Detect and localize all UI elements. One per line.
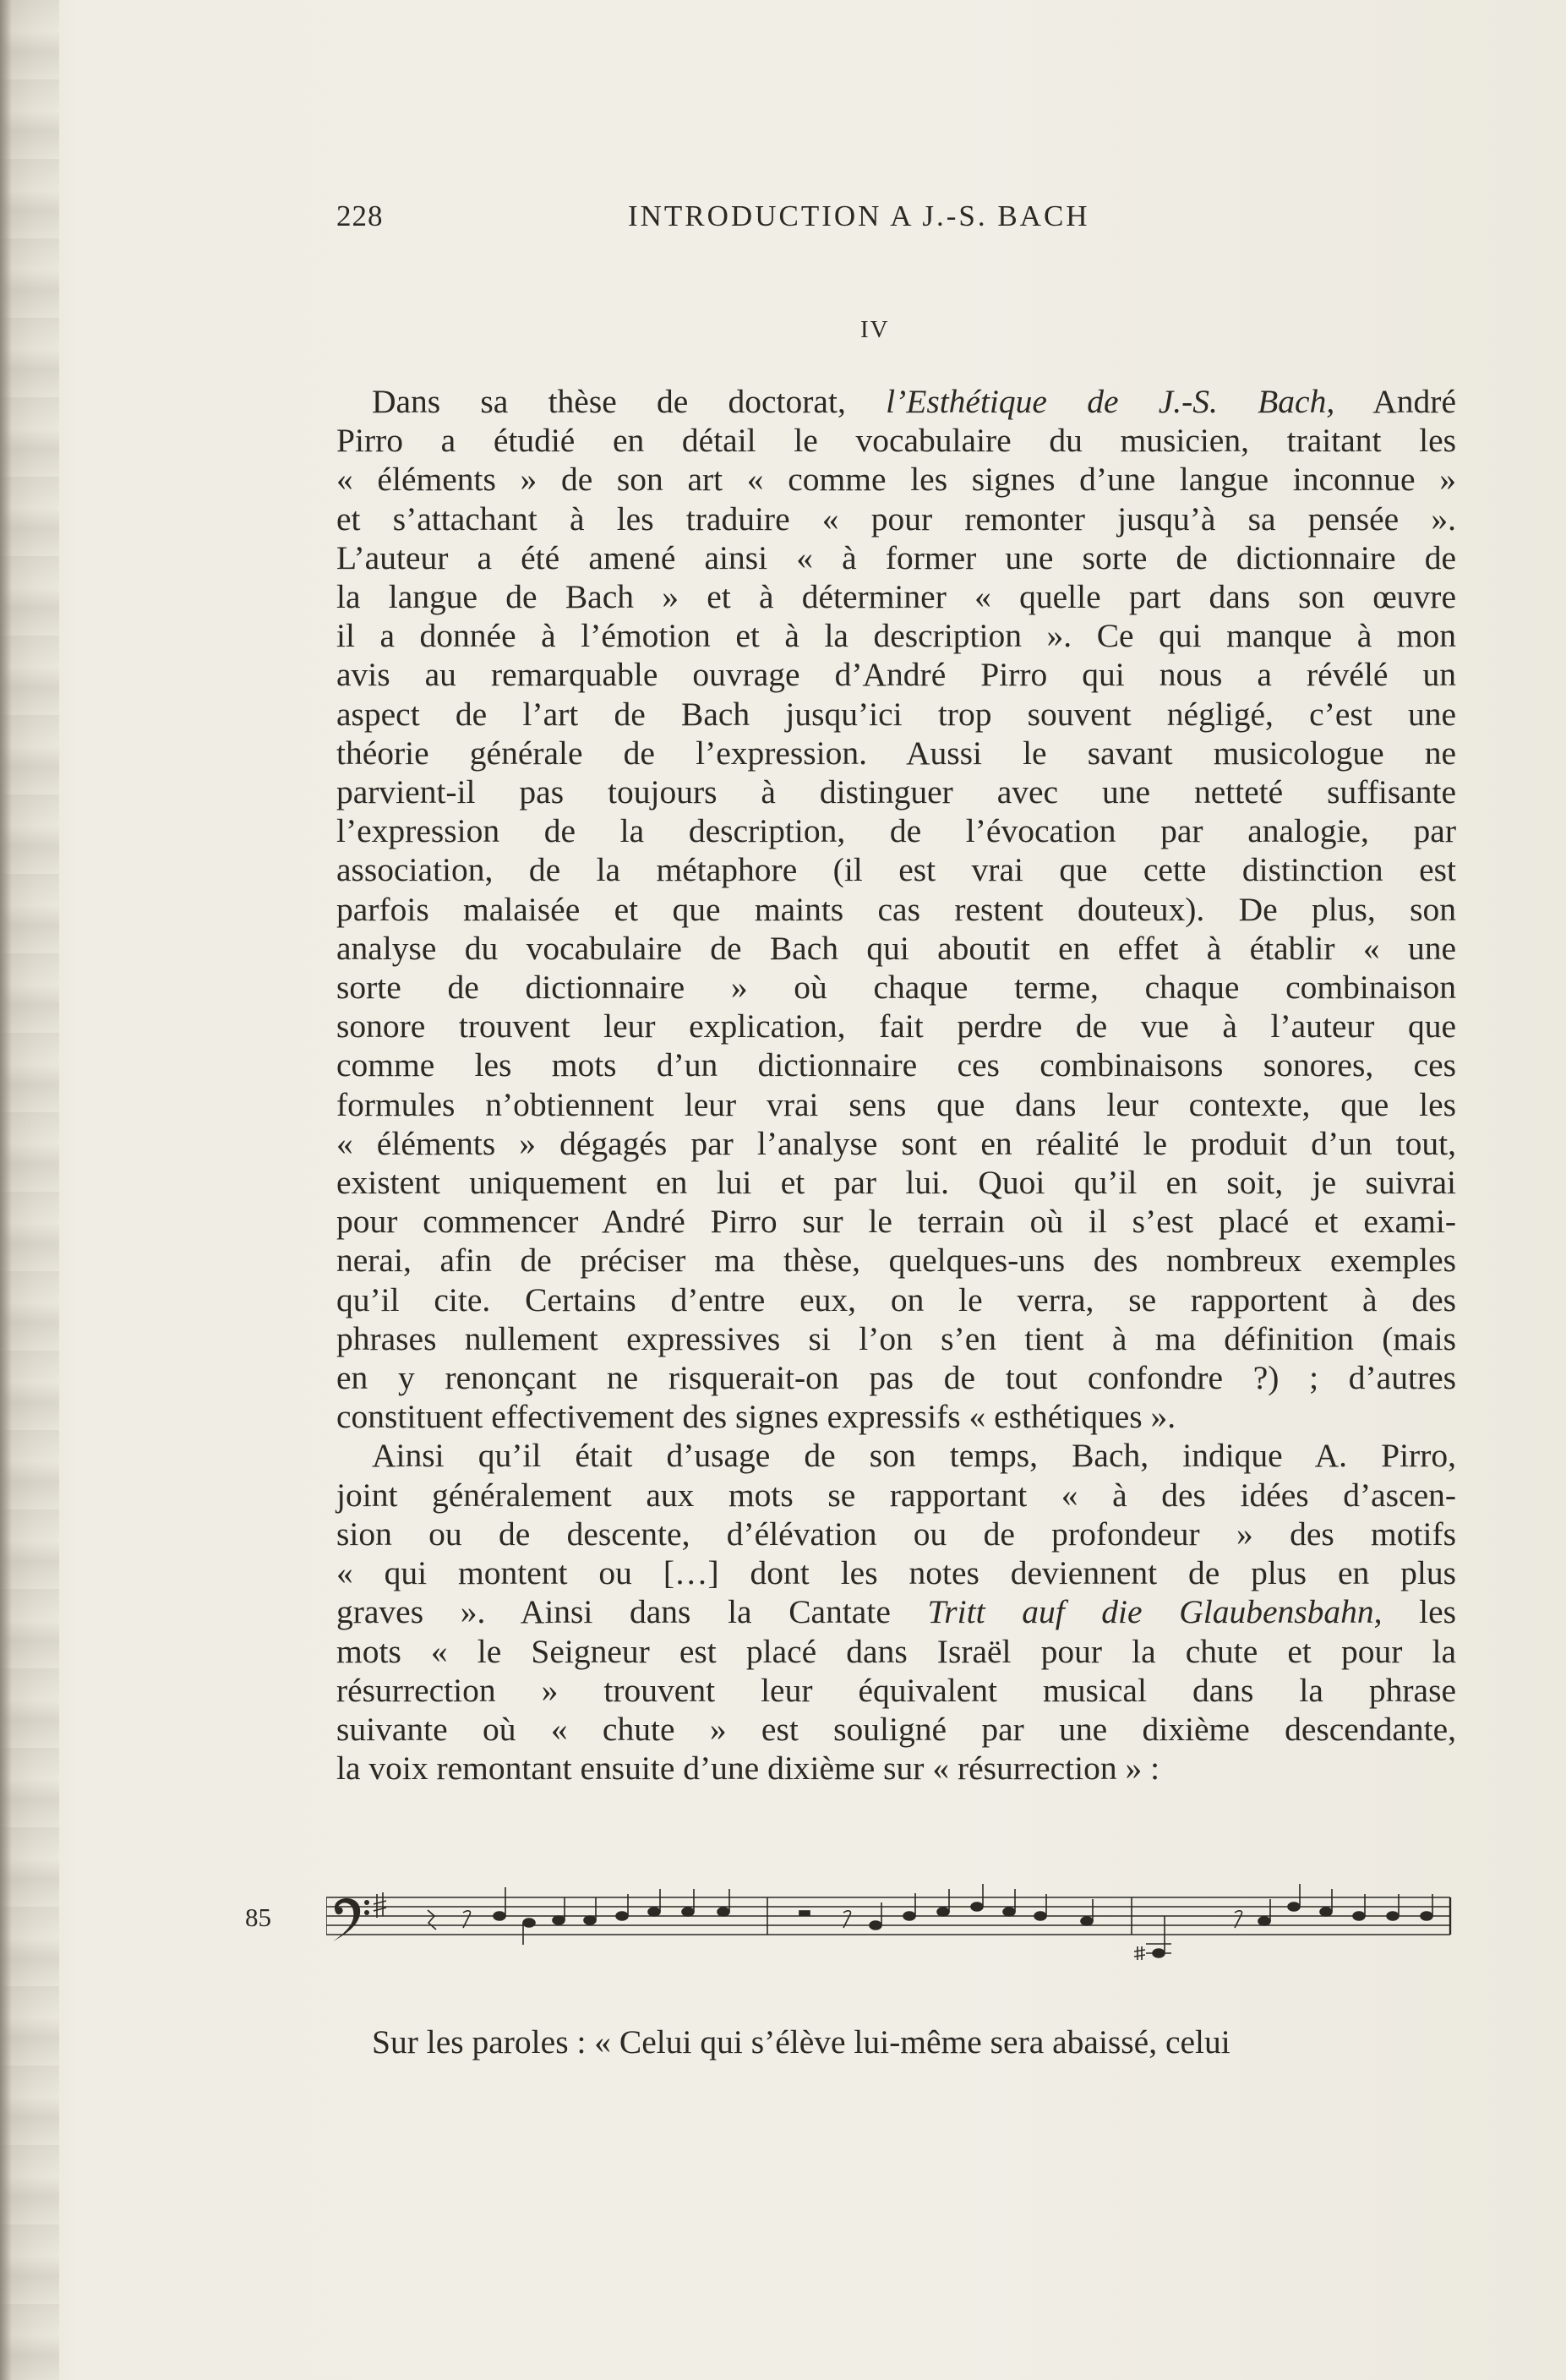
note-head: [1421, 1912, 1432, 1920]
music-staff-example: [326, 1872, 1459, 1973]
paragraph-1-line: avis au remarquable ouvrage d’André Pirro qui nous a révélé un: [336, 656, 1456, 694]
paragraph-1-line: parvient-il pas toujours à distinguer avec une netteté suffisante: [336, 773, 1456, 811]
note-head: [870, 1921, 881, 1930]
paragraph-1-line: parfois malaisée et que maints cas restent douteux). De plus, son: [336, 890, 1456, 928]
note-head: [718, 1908, 729, 1916]
paragraph-1-line: en y renonçant ne risquerait-on pas de tout confondre ?) ; d’autres: [336, 1359, 1456, 1397]
paragraph-1-line: L’auteur a été amené ainsi « à former une sorte de dictionnaire de: [336, 538, 1456, 576]
sharp-accidental-icon: [1134, 1946, 1145, 1960]
section-number: IV: [860, 316, 890, 343]
paragraph-2-line: suivante où « chute » est souligné par une dixième descendante,: [336, 1710, 1456, 1748]
text-run: Dans sa thèse de doctorat,: [372, 383, 887, 420]
note-head: [971, 1902, 983, 1911]
paragraph-1-line: la langue de Bach » et à déterminer « quelle part dans son œuvre: [336, 578, 1456, 616]
paragraph-1-line: sorte de dictionnaire » où chaque terme, chaque combinaison: [336, 969, 1456, 1007]
paragraph-2-line: mots « le Seigneur est placé dans Israël pour la chute et pour la: [336, 1632, 1456, 1670]
note-head: [1153, 1949, 1165, 1957]
note-head: [1353, 1912, 1365, 1920]
note-head: [648, 1908, 660, 1916]
book-title-italic: l’Esthétique de J.-S. Bach,: [886, 383, 1335, 420]
note-head: [523, 1919, 535, 1927]
note-head: [1034, 1912, 1046, 1920]
paragraph-2-line: joint généralement aux mots se rapportant « à des idées d’ascen-: [336, 1476, 1456, 1514]
music-example-number: 85: [245, 1902, 271, 1932]
page-header: [336, 199, 1456, 242]
note-head: [1320, 1908, 1332, 1916]
running-title: INTRODUCTION A J.-S. BACH: [628, 199, 1090, 232]
paragraph-2-line: résurrection » trouvent leur équivalent musical dans la phrase: [336, 1671, 1456, 1709]
paragraph-1-line: Pirro a étudié en détail le vocabulaire du musicien, traitant les: [336, 422, 1456, 460]
paragraph-1-line: aspect de l’art de Bach jusqu’ici trop souvent négligé, c’est une: [336, 695, 1456, 733]
paragraph-1-line: et s’attachant à les traduire « pour remonter jusqu’à sa pensée ».: [336, 499, 1456, 538]
note-head: [1003, 1908, 1015, 1916]
paragraph-1-line: [336, 382, 1456, 421]
paragraph-1-line: l’expression de la description, de l’évocation par analogie, par: [336, 812, 1456, 850]
text-run: graves ». Ainsi dans la Cantate: [336, 1593, 928, 1631]
note-head: [903, 1912, 915, 1920]
paragraph-1-line: qu’il cite. Certains d’entre eux, on le verra, se rapportent à des: [336, 1280, 1456, 1318]
note-head: [1387, 1912, 1399, 1920]
note-head: [494, 1912, 505, 1920]
note-head: [553, 1916, 565, 1924]
paragraph-1-line: « éléments » dégagés par l’analyse sont en réalité le produit d’un tout,: [336, 1124, 1456, 1162]
note-head: [1288, 1902, 1300, 1911]
paragraph-2-line: la voix remontant ensuite d’une dixième sur « résurrection » :: [336, 1750, 1160, 1788]
note-head: [1258, 1917, 1270, 1925]
page-number: 228: [336, 199, 384, 232]
paragraph-2-line: [336, 1592, 1456, 1631]
page-binding-shadow: [0, 0, 12, 2380]
paragraph-1-line: phrases nullement expressives si l’on s’en tient à ma définition (mais: [336, 1319, 1456, 1357]
bottom-text: [336, 2022, 1456, 2061]
paragraph-1-line: sonore trouvent leur explication, fait perdre de vue à l’auteur que: [336, 1007, 1456, 1045]
note-head: [616, 1912, 628, 1920]
cantata-title-italic: Tritt auf die Glaubensbahn,: [927, 1593, 1383, 1631]
paragraph-1-line: « éléments » de son art « comme les signes d’une langue inconnue »: [336, 461, 1456, 499]
paragraph-1-line: existent uniquement en lui et par lui. Quoi qu’il en soit, je suivrai: [336, 1164, 1456, 1202]
paragraph-1-line: pour commencer André Pirro sur le terrain où il s’est placé et exami-: [336, 1203, 1456, 1241]
key-signature-sharp-icon: [374, 1892, 386, 1918]
note-head: [682, 1908, 694, 1916]
paragraph-1-line: constituent effectivement des signes expressifs « esthétiques ».: [336, 1398, 1176, 1436]
paragraph-1-line: théorie générale de l’expression. Aussi le savant musicologue ne: [336, 734, 1456, 772]
paragraph-2-line: sion ou de descente, d’élévation ou de profondeur » des motifs: [336, 1515, 1456, 1553]
paragraph-3-line: Sur les paroles : « Celui qui s’élève lui-même sera abaissé, celui: [372, 2023, 1230, 2061]
paragraph-2-line: « qui montent ou […] dont les notes deviennent de plus en plus: [336, 1554, 1456, 1592]
note-head: [937, 1908, 949, 1916]
paragraph-1-line: formules n’obtiennent leur vrai sens que dans leur contexte, que les: [336, 1085, 1456, 1123]
notes: [428, 1884, 1432, 1960]
body-text: [336, 382, 1456, 1788]
paragraph-1-line: il a donnée à l’émotion et à la description ». Ce qui manque à mon: [336, 617, 1456, 655]
text-run: les: [1382, 1593, 1456, 1631]
paragraph-1-line: association, de la métaphore (il est vrai que cette distinction est: [336, 851, 1456, 889]
paragraph-1-line: comme les mots d’un dictionnaire ces combinaisons sonores, ces: [336, 1046, 1456, 1084]
paragraph-2-line: Ainsi qu’il était d’usage de son temps, Bach, indique A. Pirro,: [372, 1437, 1456, 1475]
note-head: [1081, 1917, 1093, 1925]
low-note-ledger: [1134, 1916, 1171, 1960]
note-head: [584, 1916, 596, 1924]
paragraph-1-line: nerai, afin de préciser ma thèse, quelques-uns des nombreux exemples: [336, 1242, 1456, 1280]
paragraph-1-line: analyse du vocabulaire de Bach qui aboutit en effet à établir « une: [336, 929, 1456, 967]
rest-icon: [799, 1911, 810, 1915]
rest-icon: [428, 1910, 436, 1930]
text-run: André: [1334, 383, 1456, 420]
